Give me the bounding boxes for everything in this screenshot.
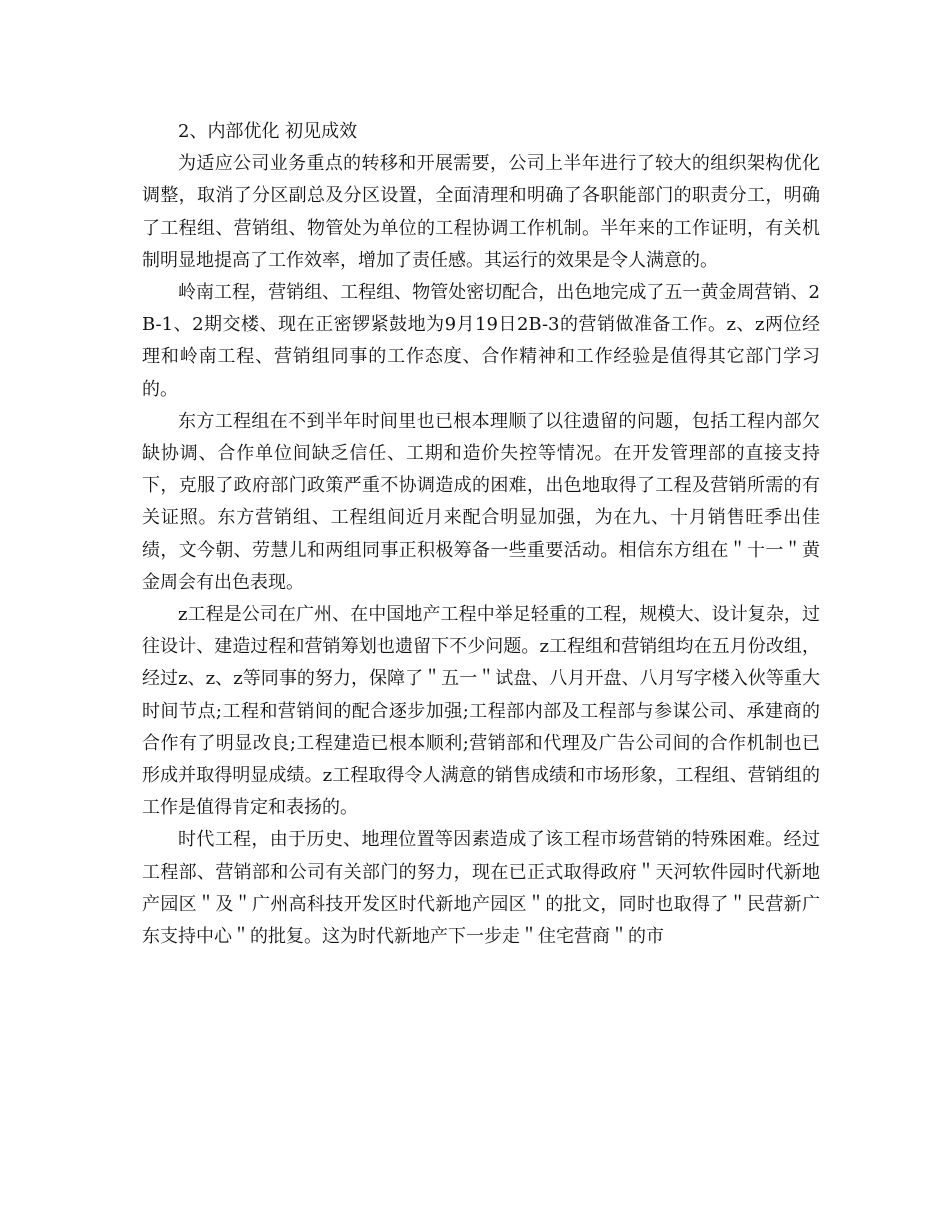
paragraph-lingnan-project: 岭南工程，营销组、工程组、物管处密切配合，出色地完成了五一黄金周营销、2B-1、2期交楼、现在正密锣紧鼓地为9月19日2B-3的营销做准备工作。z、z两位经理和岭南工程、营销组同事的工作态度、合作精神和工作经验是值得其它部门学习的。 [142, 282, 820, 400]
paragraph-shidai-project: 时代工程，由于历史、地理位置等因素造成了该工程市场营销的特殊困难。经过工程部、营销部和公司有关部门的努力，现在已正式取得政府＂天河软件园时代新地产园区＂及＂广州高科技开发区时代新地产园区＂的批文，同时也取得了＂民营新广东支持中心＂的批复。这为时代新地产下一步走＂住宅营商＂的市 [142, 829, 820, 948]
paragraph-z-project: z工程是公司在广州、在中国地产工程中举足轻重的工程，规模大、设计复杂，过往设计、建造过程和营销筹划也遗留下不少问题。z工程组和营销组均在五月份改组，经过z、z、z等同事的努力，保障了＂五一＂试盘、八月开盘、八月写字楼入伙等重大时间节点;工程和营销间的配合逐步加强;工程部内部及工程部与参谋公司、承建商的合作有了明显改良;工程建造已根本顺利;营销部和代理及广告公司间的合作机制也已形成并取得明显成绩。z工程取得令人满意的销售成绩和市场形象，工程组、营销组的工作是值得肯定和表扬的。 [142, 604, 820, 819]
section-heading: 2、内部优化 初见成效 [178, 121, 358, 142]
paragraph-dongfang-project: 东方工程组在不到半年时间里也已根本理顺了以往遗留的问题，包括工程内部欠缺协调、合作单位间缺乏信任、工期和造价失控等情况。在开发管理部的直接支持下，克服了政府部门政策严重不协调造成的困难，出色地取得了工程及营销所需的有关证照。东方营销组、工程组间近月来配合明显加强，为在九、十月销售旺季出佳绩，文今朝、劳慧儿和两组同事正积极筹备一些重要活动。相信东方组在＂十一＂黄金周会有出色表现。 [142, 410, 820, 593]
document-body [142, 116, 820, 953]
paragraph-org-optimization: 为适应公司业务重点的转移和开展需要，公司上半年进行了较大的组织架构优化调整，取消了分区副总及分区设置，全面清理和明确了各职能部门的职责分工，明确了工程组、营销组、物管处为单位的工程协调工作机制。半年来的工作证明，有关机制明显地提高了工作效率，增加了责任感。其运行的效果是令人满意的。 [142, 153, 820, 271]
